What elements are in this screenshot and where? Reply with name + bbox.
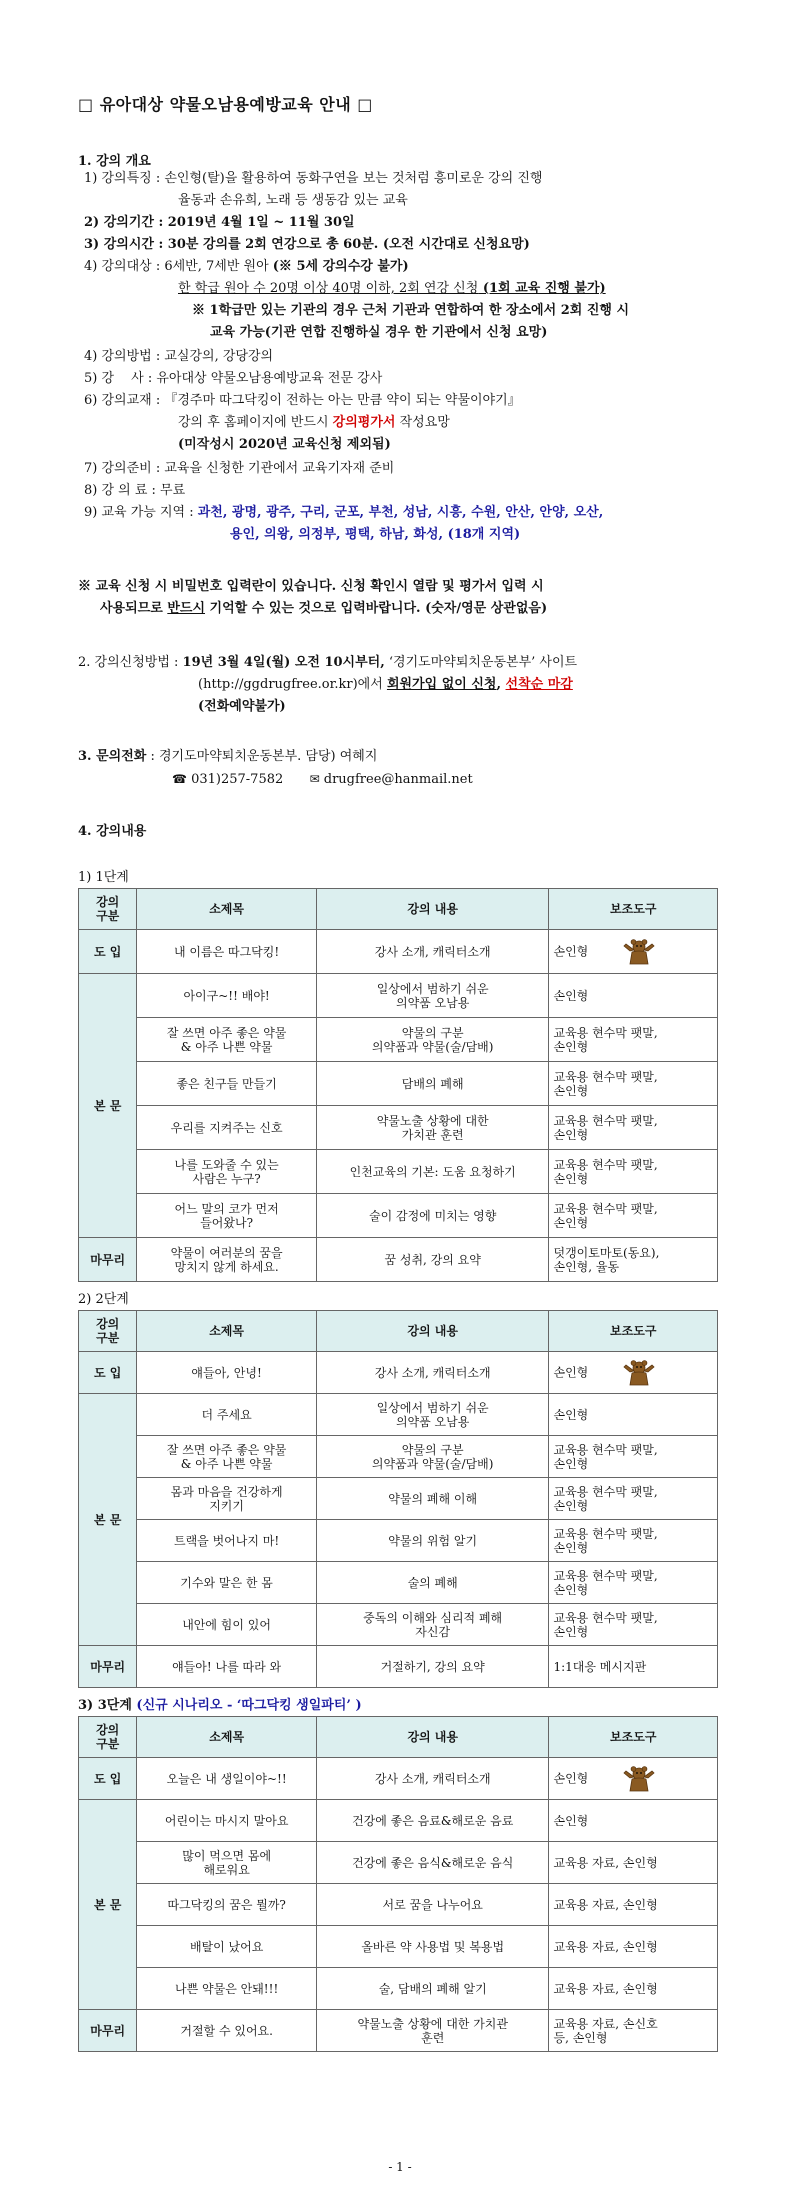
- content-cell: 술의 폐해: [316, 1562, 549, 1604]
- stage-1-label: 1) 1단계: [78, 870, 129, 885]
- tools-cell: 교육용 현수막 팻말, 손인형: [549, 1478, 718, 1520]
- subtitle-cell: 더 주세요: [137, 1394, 316, 1436]
- content-cell: 일상에서 범하기 쉬운 의약품 오남용: [316, 1394, 549, 1436]
- content-cell: 건강에 좋은 음료&해로운 음료: [316, 1800, 549, 1842]
- subtitle-cell: 어느 말의 코가 먼저 들어왔나?: [137, 1194, 317, 1238]
- contact-line: [78, 748, 377, 766]
- contact-person: : 경기도마약퇴치운동본부. 담당) 여혜지: [146, 749, 378, 764]
- table-row: [79, 1520, 718, 1562]
- subtitle-cell: 배탈이 났어요: [137, 1926, 317, 1968]
- subtitle-cell: 나를 도와줄 수 있는 사람은 누구?: [137, 1150, 317, 1194]
- subtitle-cell: 몸과 마음을 건강하게 지키기: [137, 1478, 316, 1520]
- group-cell-main: 본 문: [79, 1800, 137, 2010]
- content-cell: 인천교육의 기본: 도움 요청하기: [316, 1150, 549, 1194]
- region-label: 9) 교육 가능 지역 :: [84, 505, 198, 520]
- content-cell: 강사 소개, 캐릭터소개: [316, 1758, 549, 1800]
- apply-first-come: 선착순 마감: [505, 677, 573, 692]
- table-row: [79, 1842, 718, 1884]
- feature-line: 1) 강의특징 : 손인형(탈)을 활용하여 동화구연을 보는 것처럼 흥미로운 강의 진행: [84, 171, 543, 186]
- tools-cell: 손인형: [549, 1394, 718, 1436]
- content-cell: 약물의 구분 의약품과 약물(술/담배): [316, 1436, 549, 1478]
- phone-icon: ☎: [172, 772, 187, 786]
- header-subtitle: 소제목: [137, 1311, 316, 1352]
- table-row: [79, 1646, 718, 1688]
- subtitle-cell: 많이 먹으면 몸에 해로워요: [137, 1842, 317, 1884]
- content-cell: 일상에서 범하기 쉬운 의약품 오남용: [316, 974, 549, 1018]
- tools-cell: 손인형: [549, 1758, 718, 1800]
- section-4-heading: 4. 강의내용: [78, 824, 147, 839]
- notice-text-2: 기억할 수 있는 것으로 입력바랍니다. (숫자/영문 상관없음): [205, 601, 548, 616]
- apply-url-line: [198, 676, 573, 694]
- content-cell: 약물의 위험 알기: [316, 1520, 549, 1562]
- stage-3-table: [78, 1716, 718, 2052]
- page-title: □ 유아대상 약물오남용예방교육 안내 □: [78, 95, 373, 114]
- subtitle-cell: 오늘은 내 생일이야~!!: [137, 1758, 317, 1800]
- table-row: [79, 1926, 718, 1968]
- apply-date: 19년 3월 4일(월) 오전 10시부터,: [182, 655, 385, 670]
- evaluation-text: 강의 후 홈페이지에 반드시: [178, 415, 333, 430]
- group-cell-main: 본 문: [79, 1394, 137, 1646]
- table-row: [79, 1238, 718, 1282]
- header-tools: 보조도구: [549, 1717, 718, 1758]
- contact-label: 3. 문의전화: [78, 749, 147, 764]
- subtitle-cell: 우리를 지켜주는 신호: [137, 1106, 317, 1150]
- content-cell: 담배의 폐해: [316, 1062, 549, 1106]
- tools-cell: 손인형: [549, 1352, 718, 1394]
- class-size-line: [178, 280, 606, 298]
- tools-cell: 교육용 현수막 팻말, 손인형: [549, 1194, 718, 1238]
- header-subtitle: 소제목: [137, 889, 317, 930]
- apply-site: ‘경기도마약퇴치운동본부’ 사이트: [384, 655, 578, 670]
- stage-3-scenario: (신규 시나리오 - ‘따그닥킹 생일파티’ ): [136, 1698, 362, 1713]
- email-address[interactable]: drugfree@hanmail.net: [323, 772, 473, 787]
- puppet-bear-icon: [622, 938, 656, 966]
- puppet-bear-icon: [622, 1359, 656, 1387]
- subtitle-cell: 잘 쓰면 아주 좋은 약물 & 아주 나쁜 약물: [137, 1436, 316, 1478]
- content-cell: 강사 소개, 캐릭터소개: [316, 1352, 549, 1394]
- content-cell: 약물노출 상황에 대한 가치관 훈련: [316, 1106, 549, 1150]
- apply-url[interactable]: (http://ggdrugfree.or.kr)에서: [198, 677, 387, 692]
- table-header-row: [79, 1311, 718, 1352]
- table-row: [79, 2010, 718, 2052]
- table-row: [79, 1800, 718, 1842]
- tools-cell: 교육용 현수막 팻말, 손인형: [549, 1436, 718, 1478]
- tools-cell: 덧갱이토마토(동요), 손인형, 율동: [549, 1238, 718, 1282]
- target-line: [84, 258, 409, 276]
- notice-keyword: 반드시: [167, 601, 206, 616]
- group-cell-main: 본 문: [79, 974, 137, 1238]
- password-notice-2: [100, 600, 547, 618]
- header-tools: 보조도구: [549, 1311, 718, 1352]
- time-line: 3) 강의시간 : 30분 강의를 2회 연강으로 총 60분. (오전 시간대로 신청요망): [84, 237, 530, 252]
- subtitle-cell: 얘들아! 나를 따라 와: [137, 1646, 316, 1688]
- content-cell: 약물의 폐해 이해: [316, 1478, 549, 1520]
- subtitle-cell: 기수와 말은 한 몸: [137, 1562, 316, 1604]
- group-cell-intro: 도 입: [79, 1758, 137, 1800]
- subtitle-cell: 거절할 수 있어요.: [137, 2010, 317, 2052]
- table-row: [79, 930, 718, 974]
- password-notice: ※ 교육 신청 시 비밀번호 입력란이 있습니다. 신청 확인시 열람 및 평가서 입력 시: [78, 579, 544, 594]
- period-line: 2) 강의기간 : 2019년 4월 1일 ~ 11월 30일: [84, 215, 355, 230]
- table-row: [79, 1394, 718, 1436]
- group-cell-end: 마무리: [79, 1646, 137, 1688]
- tools-cell: 교육용 자료, 손인형: [549, 1842, 718, 1884]
- apply-line: [78, 654, 577, 672]
- group-cell-intro: 도 입: [79, 930, 137, 974]
- header-subtitle: 소제목: [137, 1717, 317, 1758]
- table-row: [79, 1352, 718, 1394]
- mail-icon: ✉: [309, 772, 320, 786]
- section-1-heading: 1. 강의 개요: [78, 154, 151, 169]
- table-row: [79, 974, 718, 1018]
- no-phone-reservation: (전화예약불가): [198, 699, 286, 714]
- stage-3-label: [78, 1694, 362, 1713]
- group-cell-intro: 도 입: [79, 1352, 137, 1394]
- table-row: [79, 1106, 718, 1150]
- instructor-line: 5) 강 사 : 유아대상 약물오남용예방교육 전문 강사: [84, 371, 383, 386]
- table-row: [79, 1150, 718, 1194]
- table-row: [79, 1018, 718, 1062]
- tools-cell: 교육용 자료, 손인형: [549, 1926, 718, 1968]
- subtitle-cell: 내안에 힘이 있어: [137, 1604, 316, 1646]
- tools-cell: 교육용 현수막 팻말, 손인형: [549, 1520, 718, 1562]
- group-cell-end: 마무리: [79, 1238, 137, 1282]
- tools-cell: 손인형: [549, 930, 718, 974]
- content-cell: 중독의 이해와 심리적 폐해 자신감: [316, 1604, 549, 1646]
- region-list-2: 용인, 의왕, 의정부, 평택, 하남, 화성, (18개 지역): [230, 527, 521, 542]
- subtitle-cell: 좋은 친구들 만들기: [137, 1062, 317, 1106]
- apply-label: 2. 강의신청방법 :: [78, 655, 183, 670]
- subtitle-cell: 잘 쓰면 아주 좋은 약물 & 아주 나쁜 약물: [137, 1018, 317, 1062]
- table-row: [79, 1604, 718, 1646]
- region-list: 과천, 광명, 광주, 구리, 군포, 부천, 성남, 시흥, 수원, 안산, 안양, 오산,: [197, 505, 604, 520]
- evaluation-text-2: 작성요망: [395, 415, 450, 430]
- content-cell: 올바른 약 사용법 및 복용법: [316, 1926, 549, 1968]
- table-header-row: [79, 889, 718, 930]
- prep-line: 7) 강의준비 : 교육을 신청한 기관에서 교육기자재 준비: [84, 461, 395, 476]
- content-cell: 술이 감정에 미치는 영향: [316, 1194, 549, 1238]
- tools-cell: 교육용 현수막 팻말, 손인형: [549, 1150, 718, 1194]
- subtitle-cell: 트랙을 벗어나지 마!: [137, 1520, 316, 1562]
- subtitle-cell: 아이구~!! 배야!: [137, 974, 317, 1018]
- table-row: [79, 1562, 718, 1604]
- table-row: [79, 1436, 718, 1478]
- target-text: 4) 강의대상 : 6세반, 7세반 원아: [84, 259, 273, 274]
- tools-cell: 교육용 자료, 손신호 등, 손인형: [549, 2010, 718, 2052]
- table-row: [79, 1758, 718, 1800]
- target-note: (※ 5세 강의수강 불가): [272, 259, 409, 274]
- table-row: [79, 1062, 718, 1106]
- tools-cell: 교육용 자료, 손인형: [549, 1968, 718, 2010]
- textbook-line: 6) 강의교재 : 『경주마 따그닥킹이 전하는 아는 만큼 약이 되는 약물이야기』: [84, 393, 521, 408]
- tools-cell: 교육용 현수막 팻말, 손인형: [549, 1562, 718, 1604]
- tools-cell: 교육용 자료, 손인형: [549, 1884, 718, 1926]
- evaluation-penalty: (미작성시 2020년 교육신청 제외됨): [178, 437, 391, 452]
- phone-number[interactable]: 031)257-7582: [191, 772, 284, 787]
- table-row: [79, 1968, 718, 2010]
- page-number: - 1 -: [388, 2160, 412, 2174]
- region-line: [84, 504, 603, 522]
- table-header-row: [79, 1717, 718, 1758]
- subtitle-cell: 내 이름은 따그닥킹!: [137, 930, 317, 974]
- stage-2-label: 2) 2단계: [78, 1292, 129, 1307]
- stage-2-table: [78, 1310, 718, 1688]
- tools-cell: 1:1대응 메시지판: [549, 1646, 718, 1688]
- content-cell: 건강에 좋은 음식&해로운 음식: [316, 1842, 549, 1884]
- table-row: [79, 1194, 718, 1238]
- content-cell: 거절하기, 강의 요약: [316, 1646, 549, 1688]
- joint-note-line: ※ 1학급만 있는 기관의 경우 근처 기관과 연합하여 한 장소에서 2회 진행 시: [192, 303, 630, 318]
- tools-cell: 손인형: [549, 974, 718, 1018]
- fee-line: 8) 강 의 료 : 무료: [84, 483, 186, 498]
- joint-note-line-2: 교육 가능(기관 연합 진행하실 경우 한 기관에서 신청 요망): [210, 325, 548, 340]
- stage-3-prefix: 3) 3단계: [78, 1698, 137, 1713]
- apply-no-signup: 회원가입 없이 신청: [386, 677, 497, 692]
- tools-cell: 교육용 현수막 팻말, 손인형: [549, 1604, 718, 1646]
- content-cell: 서로 꿈을 나누어요: [316, 1884, 549, 1926]
- content-cell: 꿈 성취, 강의 요약: [316, 1238, 549, 1282]
- content-cell: 강사 소개, 캐릭터소개: [316, 930, 549, 974]
- apply-comma: ,: [496, 677, 506, 692]
- subtitle-cell: 얘들아, 안녕!: [137, 1352, 316, 1394]
- header-content: 강의 내용: [316, 1311, 549, 1352]
- header-category: 강의 구분: [79, 1311, 137, 1352]
- header-category: 강의 구분: [79, 1717, 137, 1758]
- header-content: 강의 내용: [316, 1717, 549, 1758]
- puppet-bear-icon: [622, 1765, 656, 1793]
- subtitle-cell: 나쁜 약물은 안돼!!!: [137, 1968, 317, 2010]
- contact-info: [172, 770, 473, 789]
- content-cell: 약물의 구분 의약품과 약물(술/담배): [316, 1018, 549, 1062]
- content-cell: 약물노출 상황에 대한 가치관 훈련: [316, 2010, 549, 2052]
- table-row: [79, 1884, 718, 1926]
- tools-cell: 손인형: [549, 1800, 718, 1842]
- tools-cell: 교육용 현수막 팻말, 손인형: [549, 1018, 718, 1062]
- evaluation-keyword: 강의평가서: [332, 415, 396, 430]
- subtitle-cell: 약물이 여러분의 꿈을 망치지 않게 하세요.: [137, 1238, 317, 1282]
- method-line: 4) 강의방법 : 교실강의, 강당강의: [84, 349, 274, 364]
- content-cell: 술, 담배의 폐해 알기: [316, 1968, 549, 2010]
- header-content: 강의 내용: [316, 889, 549, 930]
- subtitle-cell: 따그닥킹의 꿈은 뭘까?: [137, 1884, 317, 1926]
- header-category: 강의 구분: [79, 889, 137, 930]
- class-size-note: (1회 교육 진행 불가): [478, 281, 606, 296]
- tools-cell: 교육용 현수막 팻말, 손인형: [549, 1106, 718, 1150]
- tools-cell: 교육용 현수막 팻말, 손인형: [549, 1062, 718, 1106]
- class-size-text: 한 학급 원아 수 20명 이상 40명 이하, 2회 연강 신청: [178, 281, 479, 296]
- notice-text: 사용되므로: [100, 601, 168, 616]
- header-tools: 보조도구: [549, 889, 718, 930]
- feature-line-2: 율동과 손유희, 노래 등 생동감 있는 교육: [178, 193, 408, 208]
- stage-1-table: [78, 888, 718, 1282]
- table-row: [79, 1478, 718, 1520]
- subtitle-cell: 어린이는 마시지 말아요: [137, 1800, 317, 1842]
- evaluation-line: [178, 414, 450, 432]
- group-cell-end: 마무리: [79, 2010, 137, 2052]
